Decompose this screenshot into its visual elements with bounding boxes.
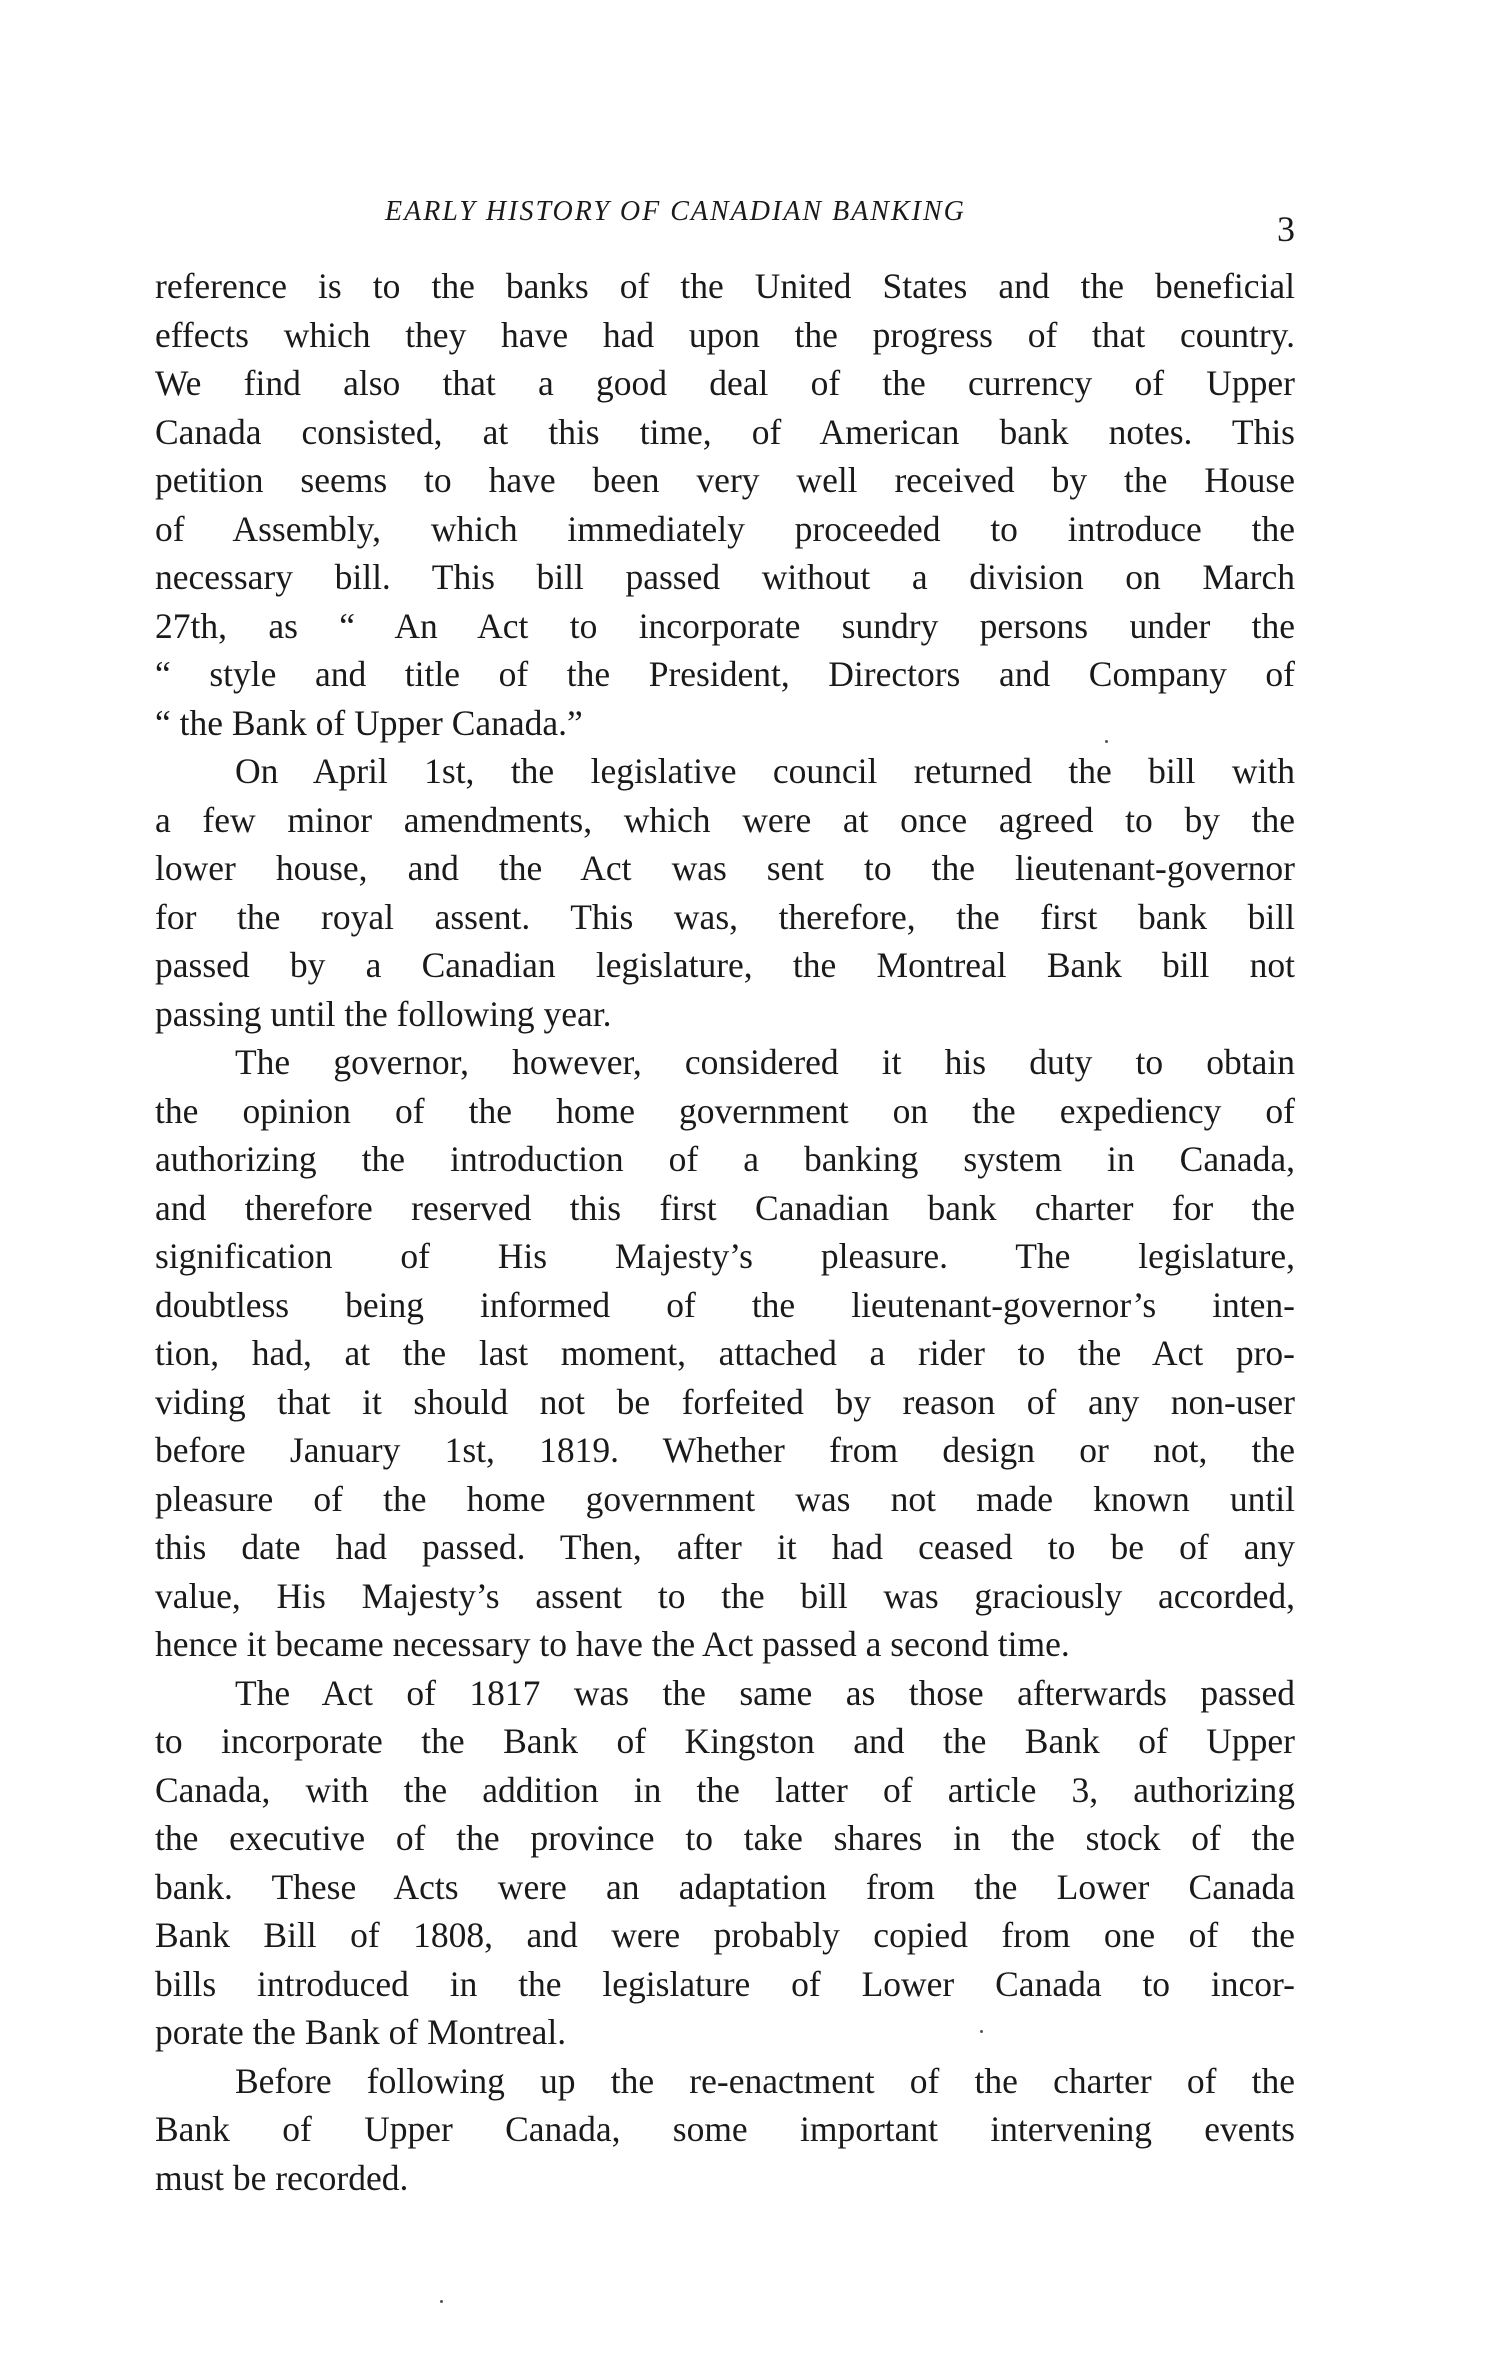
text-line: Canada consisted, at this time, of American bank notes. This xyxy=(155,411,1295,452)
text-line: necessary bill. This bill passed without a division on March xyxy=(155,557,1295,597)
text-line: a few minor amendments, which were at once agreed to by the xyxy=(155,799,1295,840)
text-line: to incorporate the Bank of Kingston and the Bank of Upper xyxy=(155,1721,1295,1761)
text-line: bank. These Acts were an adaptation from the Lower Canada xyxy=(155,1866,1295,1907)
page-number: 3 xyxy=(1277,209,1295,249)
text-line: value, His Majesty’s assent to the bill was graciously accorded, xyxy=(155,1575,1295,1616)
print-speck xyxy=(980,2030,983,2033)
text-line: passed by a Canadian legislature, the Montreal Bank bill not xyxy=(155,945,1295,985)
text-line: Bank of Upper Canada, some important intervening events xyxy=(155,2109,1295,2149)
text-line: “ style and title of the President, Directors and Company of xyxy=(155,654,1295,694)
text-line: petition seems to have been very well received by the House xyxy=(155,460,1295,500)
text-line: Bank Bill of 1808, and were probably copied from one of the xyxy=(155,1915,1295,1955)
text-line: reference is to the banks of the United States and the beneficial xyxy=(155,266,1295,306)
text-line: passing until the following year. xyxy=(155,993,612,1034)
paragraph xyxy=(155,2057,1295,2203)
print-speck xyxy=(1105,740,1108,743)
text-line: before January 1st, 1819. Whether from design or not, the xyxy=(155,1430,1295,1470)
text-line: On April 1st, the legislative council returned the bill with xyxy=(235,751,1295,791)
text-line: and therefore reserved this first Canadian bank charter for the xyxy=(155,1187,1295,1228)
text-line: Before following up the re-enactment of the charter of the xyxy=(235,2060,1295,2101)
text-line: must be recorded. xyxy=(155,2157,409,2198)
paragraph xyxy=(155,747,1295,1038)
text-line: authorizing the introduction of a banking system in Canada, xyxy=(155,1139,1295,1179)
text-line: The Act of 1817 was the same as those afterwards passed xyxy=(235,1672,1295,1713)
running-title: EARLY HISTORY OF CANADIAN BANKING xyxy=(385,196,966,227)
text-line: “ the Bank of Upper Canada.” xyxy=(155,702,583,743)
text-line: the executive of the province to take shares in the stock of the xyxy=(155,1818,1295,1858)
text-line: effects which they have had upon the progress of that country. xyxy=(155,314,1295,355)
text-line: viding that it should not be forfeited by reason of any non-user xyxy=(155,1381,1295,1422)
text-line: We find also that a good deal of the currency of Upper xyxy=(155,363,1295,403)
text-line: porate the Bank of Montreal. xyxy=(155,2012,567,2052)
text-line: pleasure of the home government was not made known until xyxy=(155,1478,1295,1519)
text-line: doubtless being informed of the lieutenant-governor’s inten- xyxy=(155,1284,1295,1325)
print-speck xyxy=(440,2300,443,2303)
text-line: of Assembly, which immediately proceeded to introduce the xyxy=(155,508,1295,549)
text-line: the opinion of the home government on the expediency of xyxy=(155,1090,1295,1131)
paragraph xyxy=(155,1038,1295,1669)
running-head xyxy=(155,196,1295,249)
text-line: 27th, as “ An Act to incorporate sundry persons under the xyxy=(155,605,1295,646)
paragraph xyxy=(155,1669,1295,2057)
paragraph xyxy=(155,262,1295,747)
text-line: Canada, with the addition in the latter of article 3, authorizing xyxy=(155,1769,1295,1810)
body-text xyxy=(155,262,1295,2202)
text-line: bills introduced in the legislature of Lower Canada to incor- xyxy=(155,1963,1295,2004)
text-line: The governor, however, considered it his duty to obtain xyxy=(235,1042,1295,1082)
text-line: for the royal assent. This was, therefore, the first bank bill xyxy=(155,896,1295,937)
text-line: signification of His Majesty’s pleasure. The legislature, xyxy=(155,1236,1295,1276)
text-line: tion, had, at the last moment, attached a rider to the Act pro- xyxy=(155,1333,1295,1373)
text-line: lower house, and the Act was sent to the lieutenant-governor xyxy=(155,848,1295,888)
text-line: hence it became necessary to have the Act passed a second time. xyxy=(155,1624,1070,1664)
text-line: this date had passed. Then, after it had ceased to be of any xyxy=(155,1527,1295,1567)
